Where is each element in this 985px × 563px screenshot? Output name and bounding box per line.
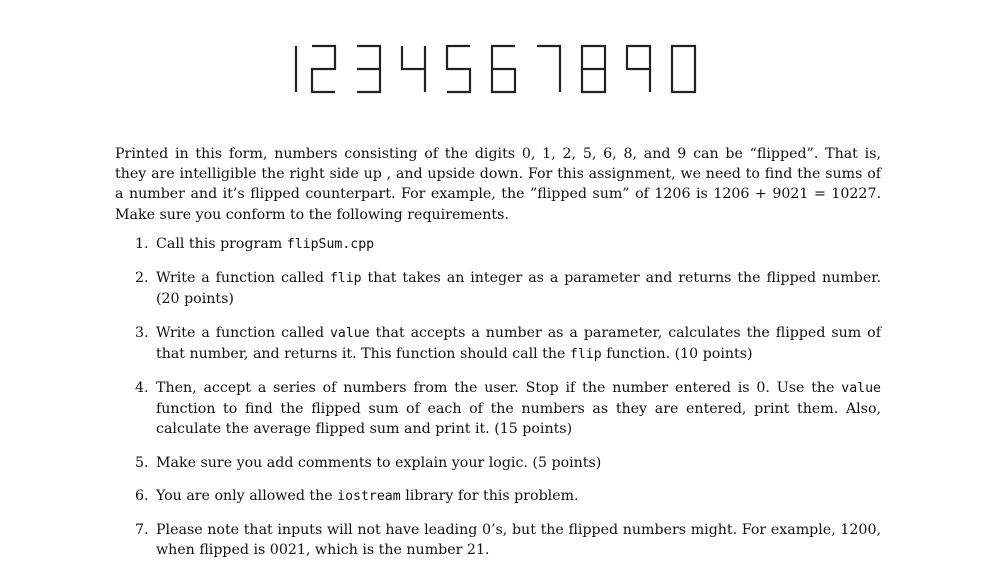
item-number: 5. — [135, 454, 149, 471]
item-text: You are only allowed the — [156, 487, 338, 504]
item-text: library for this problem. — [400, 487, 579, 504]
requirement-item — [115, 486, 881, 507]
segment-digit-6 — [492, 46, 515, 92]
segment-digit-0 — [672, 46, 695, 92]
item-number: 7. — [135, 522, 149, 539]
item-number: 1. — [135, 236, 149, 252]
requirement-item — [115, 520, 881, 560]
requirement-item — [115, 268, 881, 309]
code-filename: flipSum.cpp — [286, 237, 375, 252]
segment-digit-8 — [582, 46, 605, 92]
code-library-name: iostream — [337, 488, 401, 504]
item-number: 3. — [135, 324, 149, 341]
requirement-item — [115, 234, 881, 255]
intro-line: Printed in this form, numbers consisting of the digits 0, 1, 2, 5, 6, 8, and 9 can be “flipped”. That is, — [115, 146, 881, 162]
item-text: Write a function called — [156, 270, 330, 287]
item-text: Please note that inputs will not have leading 0’s, but the flipped numbers might. For example, 1200, when flipped is 0021, which is the number 21. — [156, 522, 881, 559]
intro-line: they are intelligible the right side up , and upside down. For this assignment, we need to find the sums of — [115, 166, 881, 183]
item-number: 6. — [135, 487, 149, 504]
item-text: Write a function called — [156, 324, 330, 341]
item-number: 4. — [135, 380, 149, 397]
segment-digit-2 — [312, 46, 335, 92]
item-text: Call this program — [156, 236, 287, 252]
segment-digit-3 — [357, 46, 380, 92]
item-number: 2. — [135, 270, 149, 287]
code-function-name: value — [329, 325, 370, 341]
code-function-name: value — [841, 381, 881, 397]
item-text: Then, accept a series of numbers from the user. Stop if the number entered is 0. Use the — [156, 380, 842, 397]
intro-paragraph — [115, 144, 881, 225]
item-text: that accepts a number as a parameter, calculates the flipped sum of that number, and returns it. This function should call the — [156, 324, 881, 362]
intro-line: Make sure you conform to the following requirements. — [115, 206, 509, 223]
segment-digit-7 — [537, 46, 560, 92]
item-text: that takes an integer as a parameter and returns the flipped number. (20 points) — [156, 270, 881, 308]
segment-digit-4 — [402, 46, 425, 92]
requirement-item — [115, 378, 881, 440]
segment-digit-9 — [627, 46, 650, 92]
code-function-name: flip — [329, 271, 362, 287]
item-text: Make sure you add comments to explain your logic. (5 points) — [156, 454, 602, 471]
code-function-name: flip — [569, 346, 602, 362]
requirement-item — [115, 453, 881, 473]
item-text: function. (10 points) — [601, 345, 753, 362]
segment-digit-5 — [447, 46, 470, 92]
intro-line: a number and it’s flipped counterpart. For example, the ”flipped sum” of 1206 is 1206 + 9021 = 10227. — [115, 186, 881, 203]
requirement-item — [115, 323, 881, 365]
seven-segment-digits — [286, 44, 700, 94]
item-text: function to find the flipped sum of each of the numbers as they are entered, print them. Also, calculate the average flipped sum and print it. (15 points) — [156, 401, 881, 438]
requirements-list — [115, 234, 881, 560]
